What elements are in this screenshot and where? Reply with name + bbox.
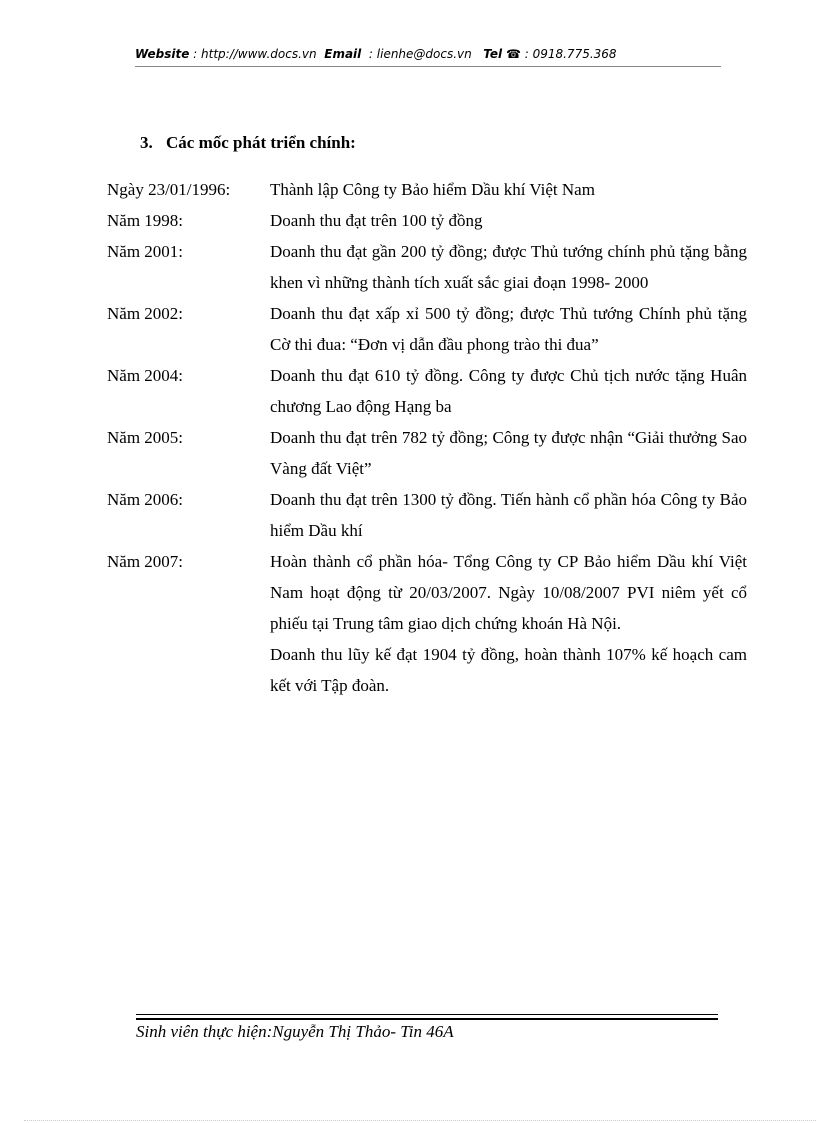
milestone-row — [107, 360, 747, 422]
page-bottom-edge — [24, 1120, 816, 1121]
milestone-date: Năm 2006: — [107, 490, 184, 509]
footer-divider-thick — [136, 1018, 718, 1020]
milestone-text: Doanh thu đạt 610 tỷ đồng. Công ty được Chủ tịch nước tặng Huân chương Lao động Hạng ba — [270, 366, 747, 416]
milestone-date: Năm 2005: — [107, 428, 184, 447]
milestone-text: Doanh thu đạt xấp xỉ 500 tỷ đồng; được Thủ tướng Chính phủ tặng Cờ thi đua: “Đơn vị dẫn đầu phong trào thi đua” — [270, 304, 747, 354]
milestone-date: Năm 2002: — [107, 304, 184, 323]
milestone-row — [107, 422, 747, 484]
milestone-description — [270, 236, 747, 298]
milestone-date: Năm 1998: — [107, 211, 184, 230]
milestone-date: Ngày 23/01/1996: — [107, 180, 231, 199]
milestone-row — [107, 298, 747, 360]
milestone-description — [270, 174, 747, 205]
milestone-description — [270, 546, 747, 701]
milestone-description — [270, 484, 747, 546]
milestone-row — [107, 205, 747, 236]
email-address[interactable]: : lienhe@docs.vn — [368, 47, 472, 61]
milestone-text: Doanh thu đạt gần 200 tỷ đồng; được Thủ tướng chính phủ tặng bằng khen vì những thành tích xuất sắc giai đoạn 1998- 2000 — [270, 242, 747, 292]
phone-icon: ☎ — [505, 47, 521, 61]
milestone-description — [270, 298, 747, 360]
tel-label: Tel — [483, 47, 503, 61]
milestone-text: Thành lập Công ty Bảo hiểm Dầu khí Việt Nam — [270, 180, 595, 199]
section-number: 3. — [140, 133, 153, 152]
milestone-row — [107, 236, 747, 298]
milestone-text: Doanh thu lũy kế đạt 1904 tỷ đồng, hoàn thành 107% kế hoạch cam kết với Tập đoàn. — [270, 645, 747, 695]
milestone-date: Năm 2007: — [107, 552, 184, 571]
tel-number: : 0918.775.368 — [524, 47, 617, 61]
section-title: Các mốc phát triển chính: — [166, 133, 356, 152]
milestone-description — [270, 360, 747, 422]
milestone-text: Doanh thu đạt trên 1300 tỷ đồng. Tiến hành cổ phần hóa Công ty Bảo hiểm Dầu khí — [270, 490, 747, 540]
website-label: Website — [135, 47, 190, 61]
header-divider — [135, 66, 721, 67]
milestone-text: Doanh thu đạt trên 100 tỷ đồng — [270, 211, 483, 230]
section-heading — [140, 133, 356, 153]
milestone-date: Năm 2001: — [107, 242, 184, 261]
milestone-description — [270, 422, 747, 484]
email-label: Email — [324, 47, 362, 61]
page-header — [135, 47, 720, 61]
milestone-timeline — [107, 174, 747, 701]
milestone-text: Hoàn thành cổ phần hóa- Tổng Công ty CP Bảo hiểm Dầu khí Việt Nam hoạt động từ 20/03/2007. Ngày 10/08/2007 PVI niêm yết cổ phiếu tại Trung tâm giao dịch chứng khoán Hà Nội. — [270, 552, 747, 633]
footer-divider-thin — [136, 1014, 718, 1015]
page-footer: Sinh viên thực hiện:Nguyễn Thị Thảo- Tin 46A — [136, 1022, 454, 1041]
website-url[interactable]: : http://www.docs.vn — [193, 47, 317, 61]
milestone-row — [107, 484, 747, 546]
milestone-date: Năm 2004: — [107, 366, 184, 385]
milestone-row — [107, 174, 747, 205]
milestone-description — [270, 205, 747, 236]
milestone-text: Doanh thu đạt trên 782 tỷ đồng; Công ty được nhận “Giải thưởng Sao Vàng đất Việt” — [270, 428, 747, 478]
milestone-row — [107, 546, 747, 701]
